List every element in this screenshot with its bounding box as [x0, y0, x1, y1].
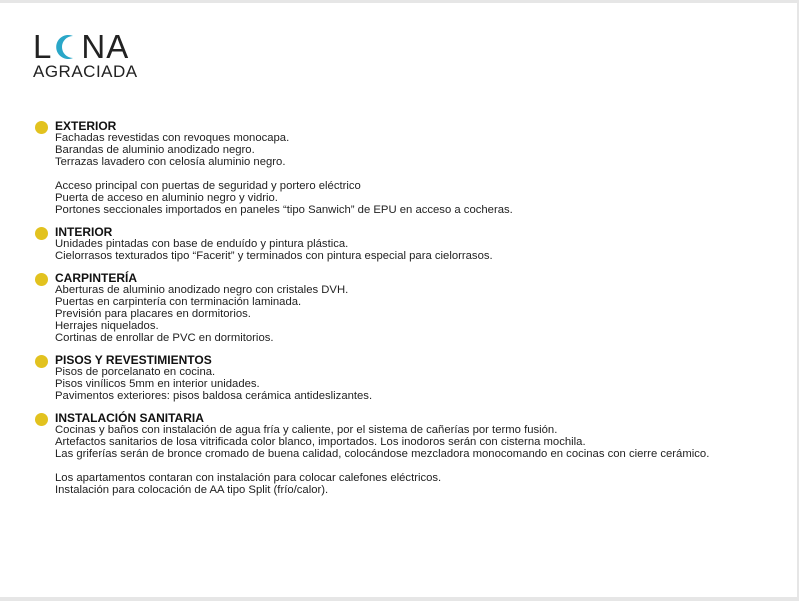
- spec-line: Los apartamentos contaran con instalación para colocar calefones eléctricos.: [55, 472, 442, 484]
- bottom-border: [0, 597, 799, 601]
- spec-line: Las griferías serán de bronce cromado de buena calidad, colocándose mezcladora monocomando en cocinas con cierre cerámico.: [55, 448, 710, 460]
- logo-subtitle: AGRACIADA: [33, 62, 138, 81]
- section-gap: [35, 216, 780, 226]
- spec-line: Cocinas y baños con instalación de agua fría y caliente, por el sistema de cañerías por termo fusión.: [55, 424, 558, 436]
- spec-line: Instalación para colocación de AA tipo Split (frío/calor).: [55, 484, 329, 496]
- paragraph-gap: [55, 460, 780, 472]
- spec-line: Cielorrasos texturados tipo “Facerit” y terminados con pintura especial para cielorrasos.: [55, 250, 493, 262]
- spec-line: Unidades pintadas con base de enduído y pintura plástica.: [55, 238, 349, 250]
- spec-line: Pisos de porcelanato en cocina.: [55, 366, 216, 378]
- section-gap: [35, 262, 780, 272]
- spec-line: Pisos vinílicos 5mm en interior unidades.: [55, 378, 260, 390]
- spec-line: Cortinas de enrollar de PVC en dormitorios.: [55, 332, 274, 344]
- logo-letters-right: NA: [81, 28, 130, 65]
- bullet-icon: [35, 355, 48, 368]
- brand-logo: [33, 30, 138, 81]
- spec-section: [35, 412, 780, 496]
- spec-line: Herrajes niquelados.: [55, 320, 159, 332]
- moon-icon: [54, 32, 80, 62]
- spec-line: Puertas en carpintería con terminación laminada.: [55, 296, 302, 308]
- spec-line: Puerta de acceso en aluminio negro y vidrio.: [55, 192, 278, 204]
- spec-line: Fachadas revestidas con revoques monocapa.: [55, 132, 290, 144]
- spec-line: Portones seccionales importados en paneles “tipo Sanwich” de EPU en acceso a cocheras.: [55, 204, 513, 216]
- spec-section: [35, 354, 780, 402]
- spec-line: Previsión para placares en dormitorios.: [55, 308, 251, 320]
- section-heading: PISOS Y REVESTIMIENTOS: [55, 353, 212, 367]
- bullet-icon: [35, 413, 48, 426]
- top-border: [0, 0, 799, 3]
- logo-wordmark: [33, 30, 138, 64]
- spec-line: Barandas de aluminio anodizado negro.: [55, 144, 255, 156]
- specifications-list: [35, 120, 780, 496]
- spec-section: [35, 120, 780, 216]
- spec-line: Pavimentos exteriores: pisos baldosa cerámica antideslizantes.: [55, 390, 373, 402]
- section-heading: EXTERIOR: [55, 119, 117, 133]
- spec-line: Aberturas de aluminio anodizado negro con cristales DVH.: [55, 284, 349, 296]
- bullet-icon: [35, 121, 48, 134]
- spec-section: [35, 226, 780, 262]
- spec-line: Artefactos sanitarios de losa vitrificada color blanco, importados. Los inodoros serán con cisterna mochila.: [55, 436, 586, 448]
- logo-letters-left: L: [33, 28, 53, 65]
- bullet-icon: [35, 227, 48, 240]
- spec-section: [35, 272, 780, 344]
- paragraph-gap: [55, 168, 780, 180]
- spec-line: Acceso principal con puertas de seguridad y portero eléctrico: [55, 180, 361, 192]
- section-heading: CARPINTERÍA: [55, 271, 138, 285]
- bullet-icon: [35, 273, 48, 286]
- spec-line: Terrazas lavadero con celosía aluminio negro.: [55, 156, 286, 168]
- section-heading: INSTALACIÓN SANITARIA: [55, 411, 204, 425]
- section-heading: INTERIOR: [55, 225, 113, 239]
